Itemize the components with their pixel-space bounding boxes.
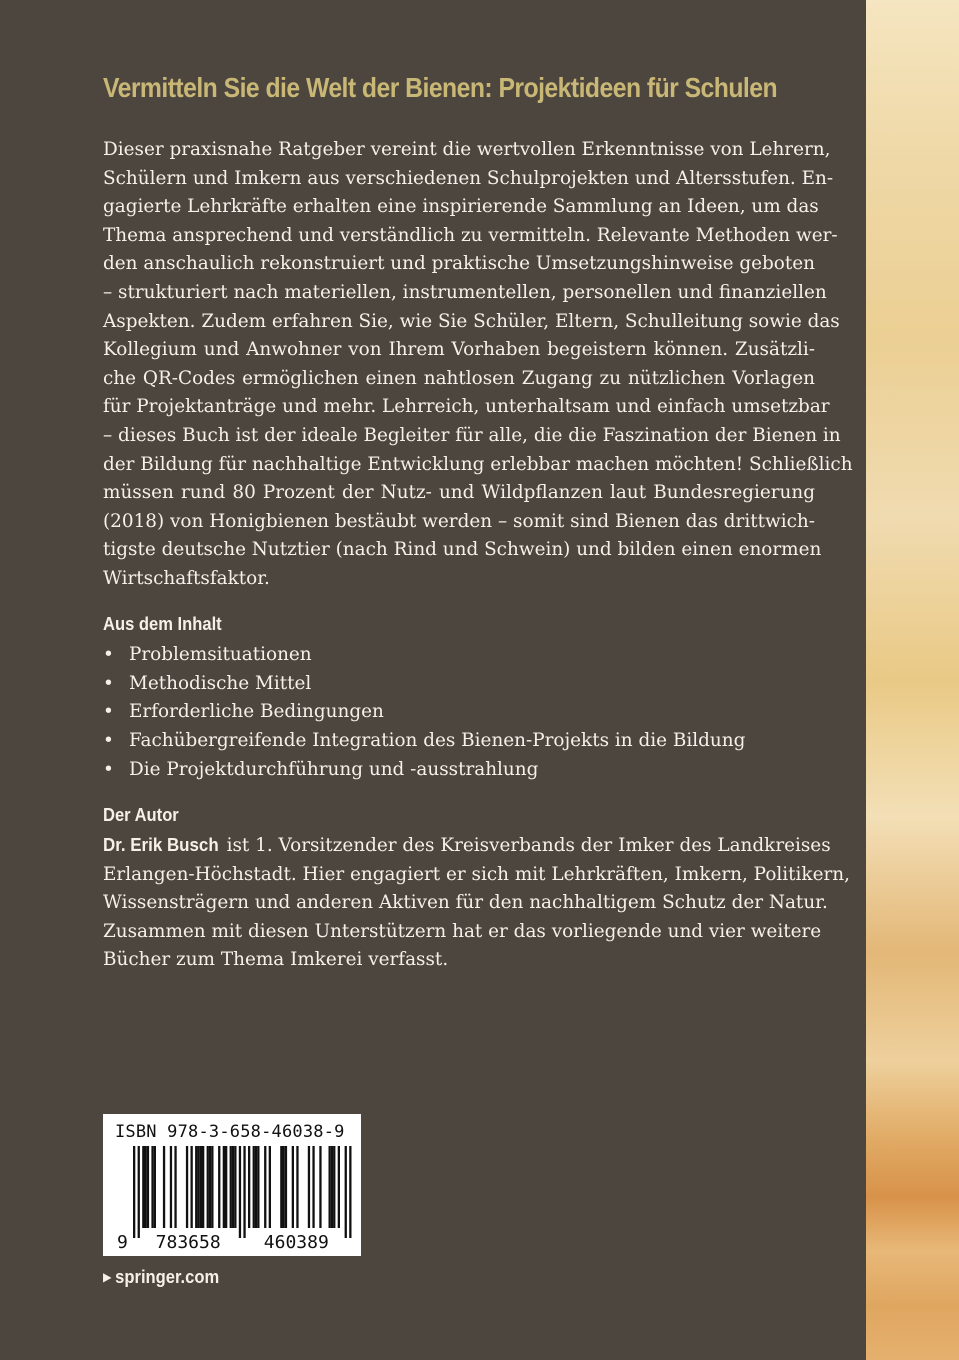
barcode-bar bbox=[218, 1146, 220, 1228]
author-line: Wissensträgern und anderen Aktiven für den nachhaltigem Schutz der Natur. bbox=[103, 892, 828, 914]
bullet-icon: • bbox=[103, 672, 114, 694]
barcode-bar bbox=[232, 1146, 234, 1228]
author-first-line: Dr. Erik Busch ist 1. Vorsitzender des Kreisverbands der Imker des Landkreises bbox=[103, 831, 815, 861]
barcode-bar bbox=[154, 1146, 156, 1228]
barcode-bar bbox=[280, 1146, 282, 1228]
list-item: • Fachübergreifende Integration des Bienen-Projekts in die Bildung bbox=[103, 727, 745, 756]
bullet-icon: • bbox=[103, 730, 114, 752]
barcode-bar bbox=[170, 1146, 172, 1228]
intro-line: gagierte Lehrkräfte erhalten eine inspirierende Sammlung an Ideen, um das bbox=[103, 196, 819, 218]
author-line: Bücher zum Thema Imkerei verfasst. bbox=[103, 949, 449, 971]
barcode-bar bbox=[331, 1146, 333, 1228]
intro-line: – strukturiert nach materiellen, instrumentellen, personellen und finanziellen bbox=[103, 281, 827, 303]
intro-line: tigste deutsche Nutztier (nach Rind und Schwein) und bilden einen enormen bbox=[103, 539, 822, 561]
barcode-bar bbox=[142, 1146, 144, 1228]
author-paragraph bbox=[103, 831, 850, 975]
barcode-bar bbox=[145, 1146, 147, 1228]
barcode-guard-bar bbox=[345, 1146, 347, 1238]
barcode-bar bbox=[264, 1146, 266, 1228]
barcode-bar bbox=[209, 1146, 211, 1228]
barcode-bar bbox=[151, 1146, 153, 1228]
intro-line: che QR-Codes ermöglichen einen nahtlosen Zugang zu nützlichen Vorlagen bbox=[103, 367, 815, 389]
isbn-label: ISBN 978-3-658-46038-9 bbox=[115, 1122, 345, 1142]
barcode-bar bbox=[195, 1146, 197, 1228]
barcode-bar bbox=[333, 1146, 335, 1228]
intro-paragraph bbox=[103, 136, 853, 594]
intro-line: den anschaulich rekonstruiert und praktische Umsetzungshinweise geboten bbox=[103, 253, 815, 275]
intro-line: der Bildung für nachhaltige Entwicklung erlebbar machen möchten! Schließlich bbox=[103, 453, 853, 475]
barcode-guard-bar bbox=[243, 1146, 245, 1238]
barcode-right-digits: 460389 bbox=[263, 1232, 329, 1253]
contents-heading: Aus dem Inhalt bbox=[103, 614, 222, 634]
barcode-bar bbox=[186, 1146, 188, 1228]
author-heading: Der Autor bbox=[103, 805, 179, 825]
barcode-bar bbox=[248, 1146, 250, 1228]
barcode-bar bbox=[147, 1146, 149, 1228]
barcode-bar bbox=[253, 1146, 255, 1228]
intro-line: Kollegium und Anwohner von Ihrem Vorhaben begeistern können. Zusätzli- bbox=[103, 339, 815, 361]
barcode-bar bbox=[197, 1146, 199, 1228]
decorative-side-strip bbox=[866, 0, 959, 1360]
contents-list bbox=[103, 641, 745, 785]
barcode-guard-bar bbox=[349, 1146, 351, 1238]
barcode-guard-bar bbox=[138, 1146, 140, 1238]
intro-line: Aspekten. Zudem erfahren Sie, wie Sie Schüler, Eltern, Schulleitung sowie das bbox=[103, 310, 840, 332]
list-item: • Methodische Mittel bbox=[103, 670, 745, 699]
list-item: • Die Projektdurchführung und -ausstrahlung bbox=[103, 756, 745, 785]
barcode-bar bbox=[174, 1146, 176, 1228]
barcode-bar bbox=[338, 1146, 340, 1228]
bullet-icon: • bbox=[103, 758, 114, 780]
author-name: Dr. Erik Busch bbox=[103, 834, 219, 855]
barcode-bar bbox=[200, 1146, 202, 1228]
barcode-bar bbox=[202, 1146, 204, 1228]
intro-line: – dieses Buch ist der ideale Begleiter für alle, die die Faszination der Bienen in bbox=[103, 424, 841, 446]
barcode-bar bbox=[225, 1146, 227, 1228]
barcode-bar bbox=[319, 1146, 321, 1228]
arrow-right-icon: ▶ bbox=[103, 1270, 112, 1284]
barcode-bar bbox=[329, 1146, 331, 1228]
intro-line: Dieser praxisnahe Ratgeber vereint die wertvollen Erkenntnisse von Lehrern, bbox=[103, 139, 831, 160]
author-line: Zusammen mit diesen Unterstützern hat er das vorliegende und vier weitere bbox=[103, 920, 822, 942]
bullet-icon: • bbox=[103, 701, 114, 723]
intro-line: für Projektanträge und mehr. Lehrreich, unterhaltsam und einfach umsetzbar bbox=[103, 396, 830, 418]
barcode-bar bbox=[211, 1146, 213, 1228]
intro-line: (2018) von Honigbienen bestäubt werden – somit sind Bienen das drittwich- bbox=[103, 510, 815, 532]
isbn-barcode bbox=[103, 1114, 361, 1256]
barcode-bar bbox=[234, 1146, 236, 1228]
barcode-graphic bbox=[103, 1114, 361, 1256]
list-item: • Erforderliche Bedingungen bbox=[103, 698, 745, 727]
list-item: • Problemsituationen bbox=[103, 641, 745, 670]
intro-line: Wirtschaftsfaktor. bbox=[103, 567, 270, 589]
author-line: Erlangen-Höchstadt. Hier engagiert er sich mit Lehrkräften, Imkern, Politikern, bbox=[103, 863, 850, 885]
bullet-icon: • bbox=[103, 644, 114, 665]
intro-line: Thema ansprechend und verständlich zu vermitteln. Relevante Methoden wer- bbox=[103, 224, 838, 246]
barcode-bar bbox=[255, 1146, 257, 1228]
barcode-bar bbox=[312, 1146, 314, 1228]
barcode-guard-bar bbox=[133, 1146, 135, 1238]
barcode-bar bbox=[207, 1146, 209, 1228]
barcode-bar bbox=[296, 1146, 298, 1228]
barcode-bar bbox=[285, 1146, 287, 1228]
intro-line: Schülern und Imkern aus verschiedenen Schulprojekten und Altersstufen. En- bbox=[103, 167, 834, 189]
barcode-bar bbox=[283, 1146, 285, 1228]
barcode-bar bbox=[308, 1146, 310, 1228]
intro-line: müssen rund 80 Prozent der Nutz- und Wildpflanzen laut Bundesregierung bbox=[103, 482, 815, 504]
barcode-guard-bar bbox=[239, 1146, 241, 1238]
publisher-link[interactable]: ▶ springer.com bbox=[103, 1267, 220, 1287]
barcode-left-digits: 783658 bbox=[155, 1232, 221, 1253]
barcode-bar bbox=[269, 1146, 271, 1228]
barcode-bar bbox=[223, 1146, 225, 1228]
barcode-bar bbox=[191, 1146, 193, 1228]
barcode-first-digit: 9 bbox=[117, 1232, 128, 1253]
barcode-bar bbox=[257, 1146, 259, 1228]
barcode-bar bbox=[163, 1146, 165, 1228]
back-cover-title: Vermitteln Sie die Welt der Bienen: Projektideen für Schulen bbox=[103, 72, 778, 103]
barcode-bar bbox=[230, 1146, 232, 1228]
barcode-bar bbox=[292, 1146, 294, 1228]
